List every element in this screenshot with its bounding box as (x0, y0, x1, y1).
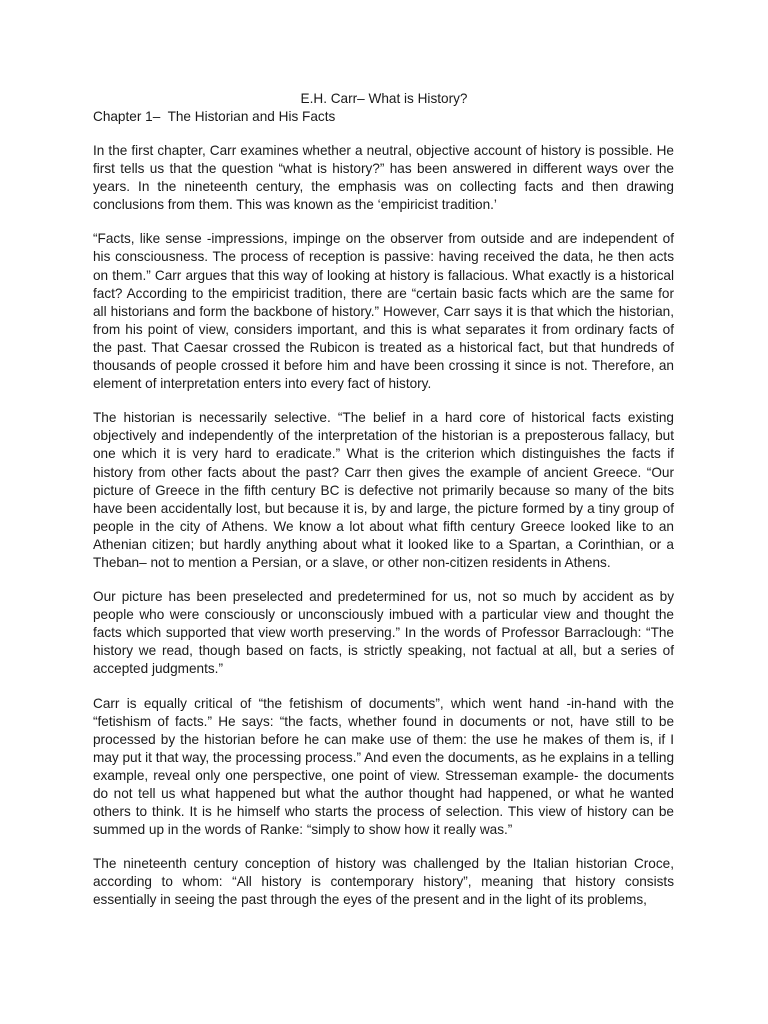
paragraph-1: In the first chapter, Carr examines whether a neutral, objective account of history is possible. He first tells us that the question “what is history?” has been answered in different ways over the years. In the nineteenth century, the emphasis was on collecting facts and then drawing conclusions from them. This was known as the ‘empiricist tradition.’ (93, 143, 674, 213)
paragraph-6: The nineteenth century conception of history was challenged by the Italian historian Croce, according to whom: “All history is contemporary history”, meaning that history consists essentially in seeing the past through the eyes of the present and in the light of its problems, (93, 856, 674, 908)
paragraph-2: “Facts, like sense -impressions, impinge on the observer from outside and are independent of his consciousness. The process of reception is passive: having received the data, he then acts on them.” Carr argues that this way of looking at history is fallacious. What exactly is a historical fact? According to the empiricist tradition, there are “certain basic facts which are the same for all historians and form the backbone of history.” However, Carr says it is that which the historian, from his point of view, considers important, and this is what separates it from ordinary facts of the past. That Caesar crossed the Rubicon is treated as a historical fact, but that hundreds of thousands of people crossed it before him and have been crossing it since is not. Therefore, an element of interpretation enters into every fact of history. (93, 231, 674, 392)
paragraph-4: Our picture has been preselected and predetermined for us, not so much by accident as by people who were consciously or unconsciously imbued with a particular view and thought the facts which supported that view worth preserving.” In the words of Professor Barraclough: “The history we read, though based on facts, is strictly speaking, not factual at all, but a series of accepted judgments.” (93, 589, 674, 677)
paragraph-5: Carr is equally critical of “the fetishism of documents”, which went hand -in-hand with the “fetishism of facts.” He says: “the facts, whether found in documents or not, have still to be processed by the historian before he can make use of them: the use he makes of them is, if I may put it that way, the processing process.” And even the documents, as he explains in a telling example, reveal only one perspective, one point of view. Stresseman example- the documents do not tell us what happened but what the author thought had happened, or what he wanted others to think. It is he himself who starts the process of selection. This view of history can be summed up in the words of Ranke: “simply to show how it really was.” (93, 695, 674, 838)
document-title: E.H. Carr– What is History? (300, 91, 468, 106)
document-body (93, 142, 674, 926)
paragraph-3: The historian is necessarily selective. “The belief in a hard core of historical facts existing objectively and independently of the interpretation of the historian is a preposterous fallacy, but one which it is very hard to eradicate.” What is the criterion which distinguishes the facts if history from other facts about the past? Carr then gives the example of ancient Greece. “Our picture of Greece in the fifth century BC is defective not primarily because so many of the bits have been accidentally lost, but because it is, by and large, the picture formed by a tiny group of people in the city of Athens. We know a lot about what fifth century Greece looked like to an Athenian citizen; but hardly anything about what it looked like to a Spartan, a Corinthian, or a Theban– not to mention a Persian, or a slave, or other non-citizen residents in Athens. (93, 410, 674, 570)
chapter-heading: Chapter 1– The Historian and His Facts (93, 109, 336, 124)
